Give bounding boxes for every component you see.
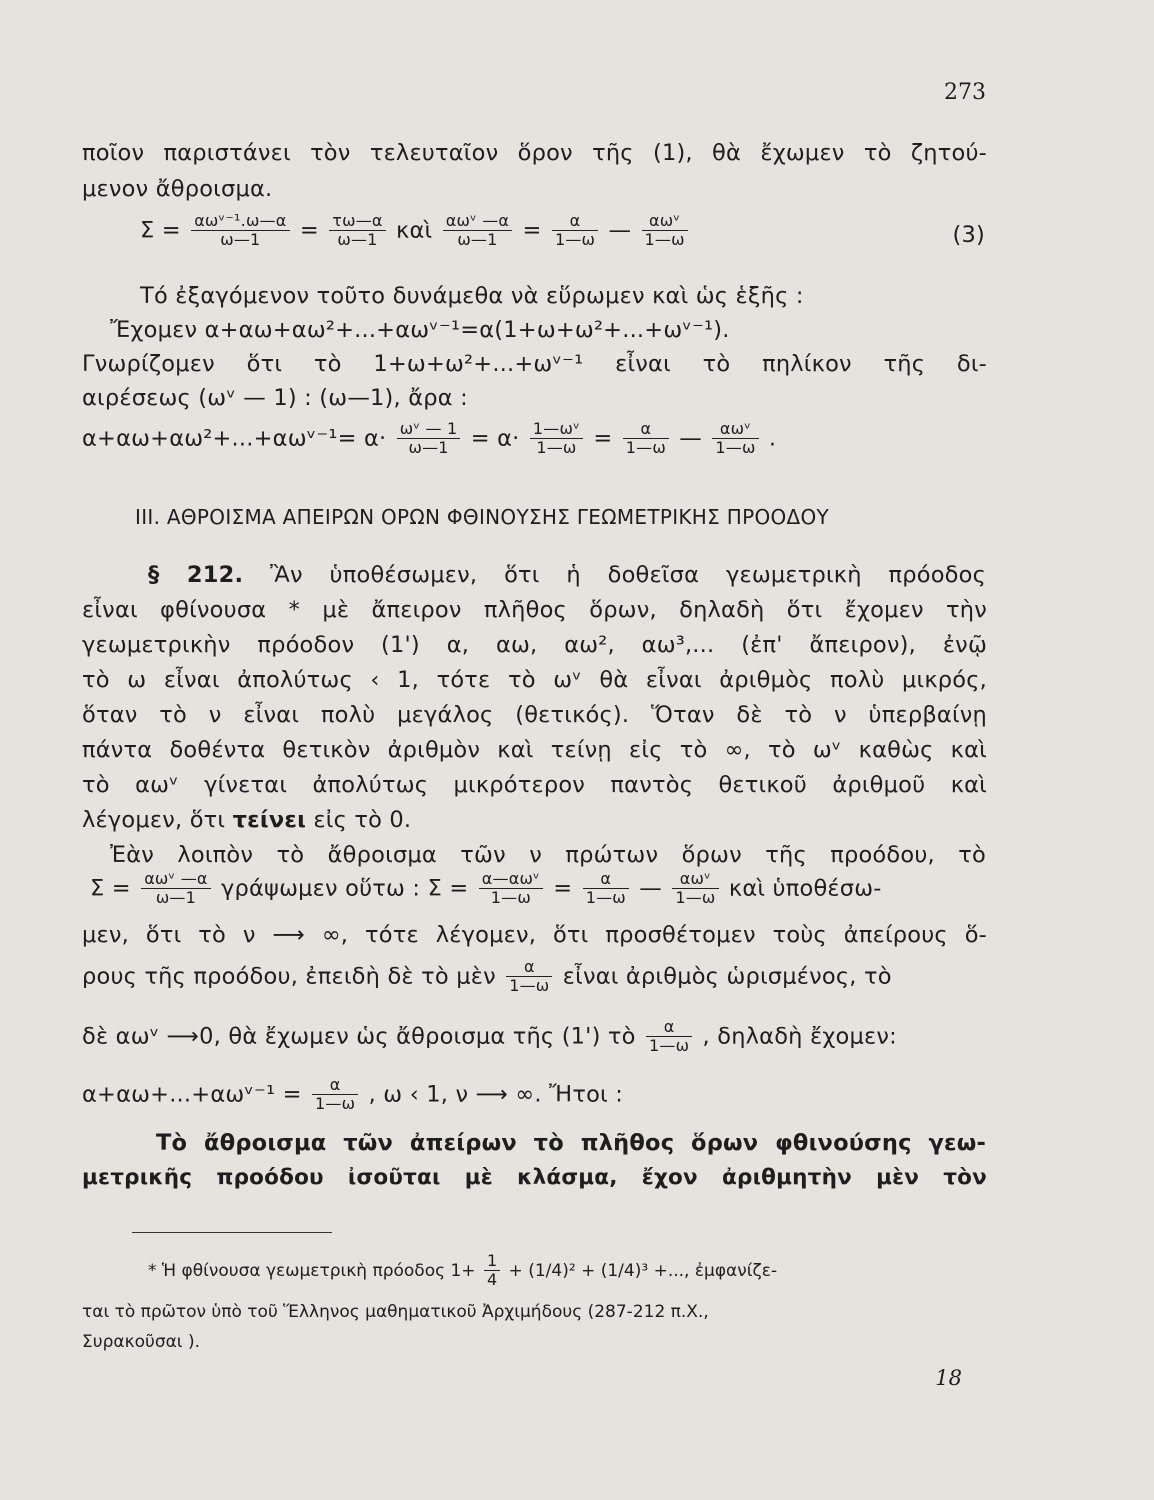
- text-span: * Ἡ φθίνουσα γεωμετρικὴ πρόοδος 1+: [148, 1260, 476, 1281]
- fraction: [479, 870, 543, 908]
- equation-label: (3): [952, 222, 985, 248]
- text-line: αιρέσεως (ωᵛ — 1) : (ω—1), ἄρα :: [82, 385, 468, 411]
- eq-text: καὶ ὑποθέσω-: [728, 875, 882, 902]
- text-line: [82, 958, 987, 996]
- section-number: § 212.: [148, 562, 244, 588]
- numerator: α: [646, 1018, 692, 1037]
- fraction: [623, 420, 669, 458]
- denominator: 1—ω: [315, 1094, 356, 1114]
- denominator: 1—ω: [536, 438, 577, 458]
- numerator: ωᵛ — 1: [397, 420, 461, 439]
- power-term: (1/4)²: [528, 1260, 576, 1281]
- footnote-line: ται τὸ πρῶτον ὑπὸ τοῦ Ἕλληνος μαθηματικοῦ Ἀρχιμήδους (287-212 π.Χ.,: [82, 1302, 709, 1322]
- text-line: Ἔχομεν α+αω+αω²+...+αωᵛ⁻¹=α(1+ω+ω²+...+ωᵛ⁻¹).: [110, 317, 730, 343]
- denominator: 1—ω: [644, 230, 685, 250]
- denominator: 1—ω: [585, 888, 626, 908]
- text-span: α+αω+...+αωᵛ⁻¹ =: [82, 1081, 302, 1108]
- fraction: [443, 212, 512, 250]
- theorem-line: Τὸ ἄθροισμα τῶν ἀπείρων τὸ πλῆθος ὅρων φθινούσης γεω-: [156, 1130, 986, 1156]
- denominator: ω—1: [337, 230, 378, 250]
- page-number: 273: [944, 80, 986, 105]
- eq-text: =: [299, 217, 319, 244]
- denominator: 4: [486, 1270, 498, 1290]
- fraction: [642, 212, 688, 250]
- text-line: [82, 1076, 987, 1114]
- eq-text: =: [593, 425, 613, 452]
- paragraph-line: [148, 562, 986, 588]
- text-span: εἰς τὸ 0.: [313, 807, 412, 833]
- eq-text: —: [679, 425, 702, 452]
- denominator: 1—ω: [625, 438, 666, 458]
- paragraph-line: γεωμετρικὴν πρόοδον (1') α, αω, αω², αω³,... (ἐπ' ἄπειρον), ἐνῷ: [82, 632, 987, 658]
- numerator: 1—ωᵛ: [530, 420, 583, 439]
- text-span: +..., ἐμφανίζε-: [653, 1260, 778, 1281]
- paragraph-line: [82, 807, 987, 833]
- numerator: α: [506, 958, 552, 977]
- numerator: α: [312, 1076, 358, 1095]
- footnote-line: Συρακοῦσαι ).: [82, 1332, 201, 1352]
- fraction: [672, 870, 718, 908]
- footnote-line: [148, 1252, 986, 1290]
- numerator: α: [583, 870, 629, 889]
- section-heading: III. ΑΘΡΟΙΣΜΑ ΑΠΕΙΡΩΝ ΟΡΩΝ ΦΘΙΝΟΥΣΗΣ ΓΕΩΜΕΤΡΙΚΗΣ ΠΡΟΟΔΟΥ: [135, 505, 830, 529]
- eq-text: καὶ: [396, 217, 433, 244]
- fraction: [397, 420, 461, 458]
- numerator: α: [552, 212, 598, 231]
- text-span: Ἂν ὑποθέσωμεν, ὅτι ἡ δοθεῖσα γεωμετρικὴ πρόοδος: [270, 562, 986, 588]
- fraction: [530, 420, 583, 458]
- numerator: αωᵛ: [642, 212, 688, 231]
- eq-text: =: [553, 875, 573, 902]
- eq-text: Σ =: [90, 875, 131, 902]
- fraction: [484, 1252, 500, 1290]
- equation-sum: [82, 420, 962, 458]
- denominator: 1—ω: [715, 438, 756, 458]
- eq-text: α+αω+αω²+...+αωᵛ⁻¹= α·: [82, 425, 387, 452]
- sheet-number: 18: [935, 1366, 962, 1390]
- eq-text: = α·: [470, 425, 520, 452]
- theorem-line: μετρικῆς προόδου ἰσοῦται μὲ κλάσμα, ἔχον ἀριθμητὴν μὲν τὸν: [82, 1165, 987, 1190]
- text-span: , δηλαδὴ ἔχομεν:: [702, 1023, 897, 1050]
- fraction: [712, 420, 758, 458]
- text-span: εἶναι ἀριθμὸς ὡρισμένος, τὸ: [562, 963, 892, 990]
- denominator: ω—1: [457, 230, 498, 250]
- text-span: +: [508, 1260, 523, 1281]
- text-span: δὲ αωᵛ ⟶0, θὰ ἔχωμεν ὡς ἄθροισμα τῆς (1') τὸ: [82, 1023, 636, 1050]
- eq-text: —: [608, 217, 632, 244]
- paragraph-line: τὸ αωᵛ γίνεται ἀπολύτως μικρότερον παντὸς θετικοῦ ἀριθμοῦ καὶ: [82, 772, 987, 798]
- numerator: αωᵛ⁻¹.ω—α: [191, 212, 289, 231]
- fraction: [191, 212, 289, 250]
- eq-text: —: [639, 875, 662, 902]
- text-line: μενον ἄθροισμα.: [82, 176, 273, 202]
- paragraph-line: τὸ ω εἶναι ἀπολύτως ‹ 1, τότε τὸ ωᵛ θὰ εἶναι ἀριθμὸς πολὺ μικρός,: [82, 667, 987, 693]
- fraction: [583, 870, 629, 908]
- numerator: α—αωᵛ: [479, 870, 543, 889]
- text-span: λέγομεν, ὅτι: [82, 807, 226, 833]
- text-span: ρους τῆς προόδου, ἐπειδὴ δὲ τὸ μὲν: [82, 963, 496, 990]
- numerator: αωᵛ —α: [443, 212, 512, 231]
- fraction: [552, 212, 598, 250]
- numerator: αωᵛ: [712, 420, 758, 439]
- denominator: 1—ω: [675, 888, 716, 908]
- denominator: 1—ω: [490, 888, 531, 908]
- footnote-divider: [132, 1232, 332, 1233]
- numerator: 1: [484, 1252, 500, 1271]
- text-line: μεν, ὅτι τὸ ν ⟶ ∞, τότε λέγομεν, ὅτι προσθέτομεν τοὺς ἀπείρους ὅ-: [82, 922, 987, 948]
- denominator: 1—ω: [648, 1036, 690, 1056]
- denominator: 1—ω: [509, 976, 550, 996]
- fraction: [506, 958, 552, 996]
- numerator: αωᵛ: [672, 870, 718, 889]
- emphasis-text: τείνει: [232, 807, 307, 833]
- eq-text: =: [522, 217, 542, 244]
- equation-3: [140, 212, 985, 250]
- paragraph-line: εἶναι φθίνουσα * μὲ ἄπειρον πλῆθος ὅρων, δηλαδὴ ὅτι ἔχομεν τὴν: [82, 597, 987, 623]
- paragraph-line: πάντα δοθέντα θετικὸν ἀριθμὸν καὶ τείνῃ εἰς τὸ ∞, τὸ ωᵛ καθὼς καὶ: [82, 737, 987, 763]
- text-line: ποῖον παριστάνει τὸν τελευταῖον ὅρον τῆς (1), θὰ ἔχωμεν τὸ ζητού-: [82, 140, 987, 166]
- text-line: [82, 1018, 987, 1056]
- equation-sigma: [90, 870, 986, 908]
- text-line: Τό ἐξαγόμενον τοῦτο δυνάμεθα νὰ εὕρωμεν καὶ ὡς ἑξῆς :: [140, 283, 804, 309]
- paragraph-line: ὅταν τὸ ν εἶναι πολὺ μεγάλος (θετικός). Ὅταν δὲ τὸ ν ὑπερβαίνῃ: [82, 702, 987, 728]
- fraction: [312, 1076, 358, 1114]
- denominator: 1—ω: [554, 230, 596, 250]
- text-span: +: [581, 1260, 596, 1281]
- power-term: (1/4)³: [600, 1260, 649, 1281]
- eq-text: γράψωμεν οὕτω : Σ =: [221, 875, 469, 902]
- fraction: [329, 212, 385, 250]
- numerator: α: [623, 420, 669, 439]
- numerator: τω—α: [329, 212, 385, 231]
- text-line: Γνωρίζομεν ὅτι τὸ 1+ω+ω²+...+ωᵛ⁻¹ εἶναι τὸ πηλίκον τῆς δι-: [82, 351, 987, 377]
- fraction: [141, 870, 210, 908]
- fraction: [646, 1018, 692, 1056]
- eq-text: .: [768, 425, 777, 452]
- text-span: , ω ‹ 1, ν ⟶ ∞. Ἤτοι :: [368, 1081, 623, 1108]
- paragraph-line: Ἐὰν λοιπὸν τὸ ἄθροισμα τῶν ν πρώτων ὅρων τῆς προόδου, τὸ: [110, 842, 986, 868]
- denominator: ω—1: [220, 230, 261, 250]
- eq-text: Σ =: [140, 217, 181, 244]
- numerator: αωᵛ —α: [141, 870, 210, 889]
- denominator: ω—1: [408, 438, 449, 458]
- denominator: ω—1: [155, 888, 196, 908]
